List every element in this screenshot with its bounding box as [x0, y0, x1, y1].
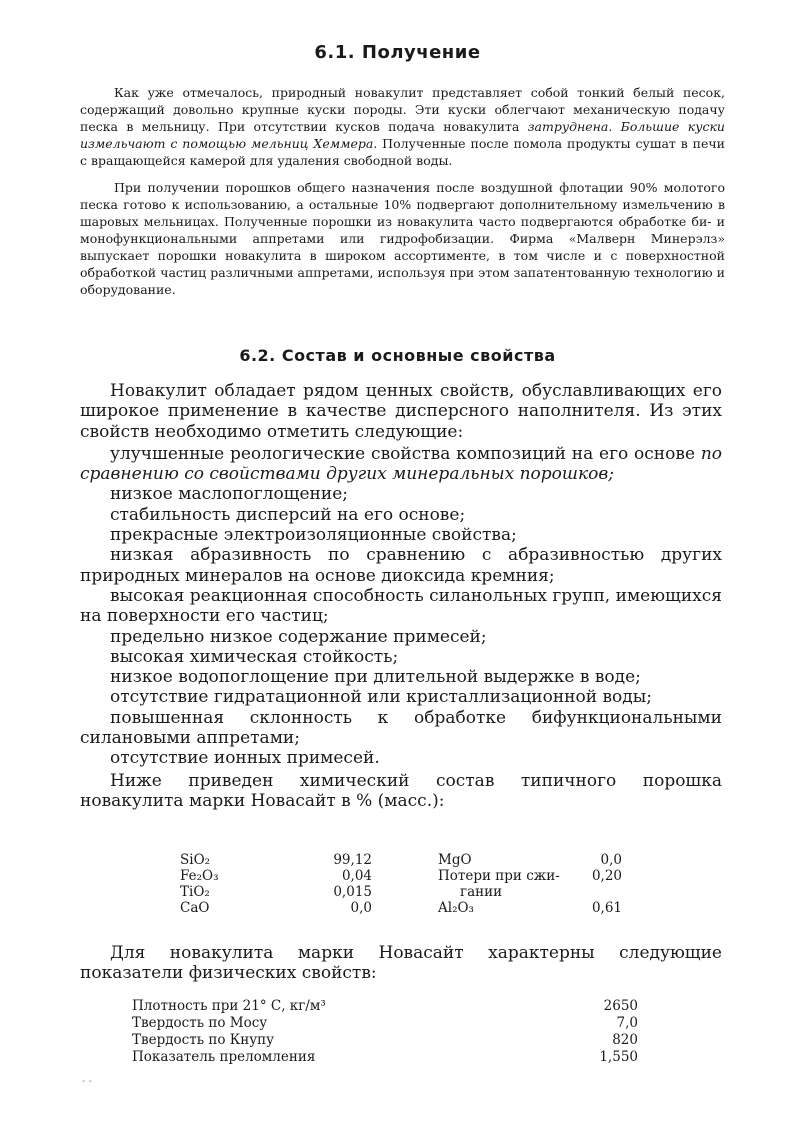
text-span: Как уже отмечалось, природный новакулит представляет собой тонкий белый песок, содержащий довольно крупные куски породы. Эти куски облегчают механическую подачу песка в мельницу. При отсутствии кусков подача новакулита [80, 85, 725, 134]
property-item: высокая реакционная способность силанольных групп, имеющихся на поверхности его частиц; [80, 585, 722, 627]
section-heading-6-1: 6.1. Получение [314, 42, 481, 63]
property-item: низкое водопоглощение при длительной выдержке в воде; [110, 667, 641, 688]
property-item: отсутствие ионных примесей. [110, 748, 380, 769]
properties-intro: Новакулит обладает рядом ценных свойств, обуславливающих его широкое применение в качестве дисперсного наполнителя. Из этих свойств необходимо отметить следующие: [80, 381, 722, 442]
formula-cell: Потери при сжи- [438, 868, 560, 884]
formula-cell: Al₂O₃ [438, 900, 474, 916]
footer-mark: - - [82, 1076, 92, 1087]
value-cell: 0,04 [341, 868, 372, 884]
formula-cell: гании [460, 884, 503, 900]
property-name: Показатель преломления [132, 1049, 316, 1065]
property-name: Плотность при 21° С, кг/м³ [132, 998, 326, 1014]
property-value: 7,0 [616, 1015, 638, 1031]
property-value: 820 [612, 1032, 638, 1048]
table-row [132, 1015, 638, 1032]
formula-cell: MgO [438, 852, 472, 868]
property-item: высокая химическая стойкость; [110, 646, 399, 667]
value-cell: 0,20 [591, 868, 622, 884]
section-heading-6-2: 6.2. Состав и основные свойства [239, 346, 556, 365]
property-item: повышенная склонность к обработке бифункциональными силановыми аппретами; [80, 707, 722, 749]
formula-cell: CaO [180, 900, 210, 916]
table-row [132, 1049, 638, 1066]
value-cell: 0,0 [350, 900, 372, 916]
value-cell: 99,12 [333, 852, 372, 868]
property-item: прекрасные электроизоляционные свойства; [110, 525, 517, 546]
property-item: низкое маслопоглощение; [110, 484, 348, 505]
property-value: 2650 [603, 998, 638, 1014]
section-6-2-body [80, 381, 722, 811]
table-row [180, 900, 622, 916]
property-item: низкая абразивность по сравнению с абразивностью других природных минералов на основе диоксида кремния; [80, 545, 722, 586]
text-span: Полученные после помола продукты сушат в печи с вращающейся камерой для удаления свободной воды. [80, 136, 725, 168]
value-cell: 0,61 [591, 900, 622, 916]
section-6-1-body [80, 84, 725, 298]
physical-block [80, 943, 722, 984]
italic-span: затруднена. Большие куски измельчают с помощью мельниц Хеммера. [80, 119, 725, 151]
text-span: улучшенные реологические свойства композиций на его основе [110, 443, 701, 464]
composition-intro: Ниже приведен химический состав типичного порошка новакулита марки Новасайт в % (масс.): [80, 770, 722, 811]
formula-cell: Fe₂O₃ [180, 868, 219, 884]
property-name: Твердость по Мосу [132, 1015, 268, 1031]
table-row [132, 1032, 638, 1049]
paragraph-production-1 [80, 84, 725, 169]
property-item [80, 444, 722, 485]
property-value: 1,550 [599, 1049, 638, 1065]
table-row [180, 852, 622, 868]
formula-cell: SiO₂ [180, 852, 211, 868]
property-name: Твердость по Кнупу [132, 1032, 275, 1048]
table-row [132, 998, 638, 1015]
composition-table [180, 852, 622, 916]
table-row [180, 884, 622, 900]
value-cell: 0,0 [600, 852, 622, 868]
physical-properties-table [132, 998, 638, 1066]
property-item: предельно низкое содержание примесей; [110, 626, 487, 647]
physical-intro: Для новакулита марки Новасайт характерны следующие показатели физических свойств: [80, 943, 722, 984]
property-item: отсутствие гидратационной или кристаллизационной воды; [110, 687, 653, 708]
italic-span: по сравнению со свойствами других минеральных порошков; [80, 443, 722, 485]
property-item: стабильность дисперсий на его основе; [110, 504, 466, 525]
paragraph-production-2: При получении порошков общего назначения после воздушной флотации 90% молотого песка готово к использованию, а остальные 10% подвергают дополнительному измельчению в шаровых мельницах. Полученные порошки из новакулита часто подвергаются обработке би- и монофункциональными аппретами или гидрофобизации. Фирма «Малверн Минерэлз» выпускает порошки новакулита в широком ассортименте, в том числе и с поверхностной обработкой частиц различными аппретами, используя при этом запатентованную технологию и оборудование. [80, 180, 725, 297]
value-cell [578, 884, 622, 900]
table-row [180, 868, 622, 884]
value-cell: 0,015 [333, 884, 372, 900]
formula-cell: TiO₂ [180, 884, 210, 900]
